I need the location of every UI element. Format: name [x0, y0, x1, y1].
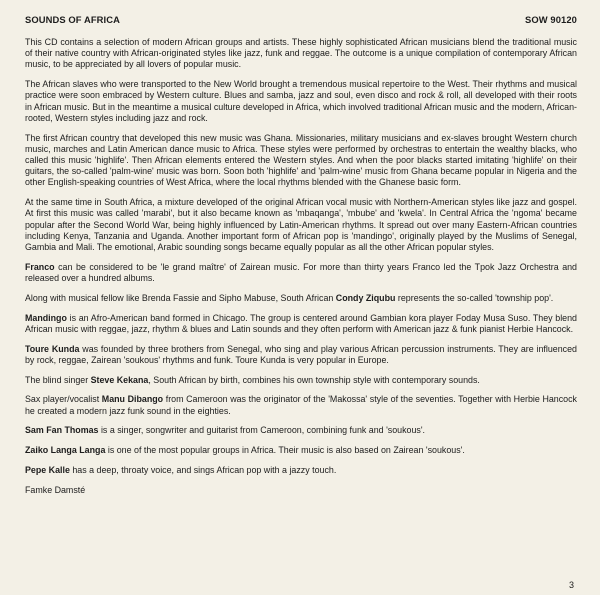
catalog-number: SOW 90120	[525, 14, 577, 25]
artist-name: Sam Fan Thomas	[25, 425, 99, 436]
author-signature: Famke Damsté	[25, 484, 86, 495]
paragraph-ghana: The first African country that developed this new music was Ghana. Missionaries, military musicians and ex-slaves brought Western church music, marches and Latin American dance music to Africa. These styles were performed by orchestras to entertain the wealthy blacks, who called this music 'highlife'. Then African elements entered the Western styles. And when the poor blacks started imitating 'highlife' on their guitars, the so-called 'palm-wine' music was born. Soon both 'highlife' and 'palm-wine' music from Ghana became popular in Nigeria and the other English-speaking countries of West Africa, where the local rhythms blended with the Ghanese basic form.	[25, 132, 577, 188]
paragraph-condy-ziqubu: Along with musical fellow like Brenda Fassie and Sipho Mabuse, South African Condy Ziqubu represents the so-called 'township pop'.	[25, 292, 554, 303]
paragraph-steve-kekana: The blind singer Steve Kekana, South African by birth, combines his own township style with contemporary sounds.	[25, 374, 480, 385]
album-title: SOUNDS OF AFRICA	[25, 14, 121, 25]
artist-name: Steve Kekana	[90, 374, 149, 385]
paragraph-south-africa: At the same time in South Africa, a mixture developed of the original African vocal music with Northern-American styles like jazz and gospel. At first this music was called 'marabi', but it also became known as 'mbaqanga', 'mbube' and 'kwela'. In Central Africa the 'ngoma' became popular after the Second World War, being highly influenced by Latin-American rhythms. It spread out over many Eastern-African countries including Kenya, Tanzania and Uganda. Another important form of African pop is 'mandingo', originally played by the Muslims of Senegal, Gambia and Mali. The emotional, Arabic sounding songs became equally popular as all the other African popular styles.	[25, 197, 577, 253]
artist-name: Toure Kunda	[25, 343, 80, 354]
paragraph-franco: Franco can be considered to be 'le grand maître' of Zairean music. For more than thirty years Franco led the Tpok Jazz Orchestra and released over a hundred albums.	[25, 261, 577, 284]
paragraph-mandingo: Mandingo is an Afro-American band formed in Chicago. The group is centered around Gambian kora player Foday Musa Suso. They blend African music with reggae, jazz, rhythm & blues and Latin sounds and they often perform with American jazz & funk pianist Herbie Hancock.	[25, 312, 577, 334]
artist-name: Condy Ziqubu	[335, 292, 396, 303]
artist-name: Mandingo	[25, 312, 67, 323]
artist-name: Franco	[25, 261, 55, 272]
paragraph-sam-fan-thomas: Sam Fan Thomas is a singer, songwriter and guitarist from Cameroon, combining funk and 'soukous'.	[25, 425, 425, 436]
paragraph-zaiko-langa-langa: Zaiko Langa Langa is one of the most popular groups in Africa. Their music is also based on Zairean 'soukous'.	[25, 445, 465, 456]
artist-name: Zaiko Langa Langa	[25, 445, 106, 456]
page-number: 3	[568, 580, 574, 590]
header	[25, 14, 577, 25]
artist-name: Pepe Kalle	[25, 465, 70, 476]
paragraph-toure-kunda: Toure Kunda was founded by three brothers from Senegal, who sing and play various African percussion instruments. They are influenced by rock, reggae, Zairean 'soukous' rhythms and funk. Toure Kunda is very popular in Europe.	[25, 343, 577, 365]
paragraph-manu-dibango: Sax player/vocalist Manu Dibango from Cameroon was the originator of the 'Makossa' style of the seventies. Together with Herbie Hancock he created a modern jazz funk sound in the eighties.	[25, 394, 577, 416]
liner-notes-page	[25, 14, 577, 496]
paragraph-intro: This CD contains a selection of modern African groups and artists. These highly sophisticated African musicians blend the traditional music of their native country with African-originated styles like jazz, funk and reggae. The outcome is a unique compilation of contemporary African music, to be appreciated by all lovers of popular music.	[25, 37, 577, 70]
paragraph-pepe-kalle: Pepe Kalle has a deep, throaty voice, and sings African pop with a jazzy touch.	[25, 465, 337, 476]
artist-name: Manu Dibango	[101, 394, 164, 405]
paragraph-slaves: The African slaves who were transported to the New World brought a tremendous musical repertoire to the West. Their rhythms and musical practice were soon embraced by Western culture. Blues and samba, jazz and soul, even disco and rock & roll, all developed with their roots in African music. But in the meantime a musical culture developed in Africa, which involved traditional African music and the modern, African-rooted, Western styles including jazz and rock.	[25, 79, 577, 123]
